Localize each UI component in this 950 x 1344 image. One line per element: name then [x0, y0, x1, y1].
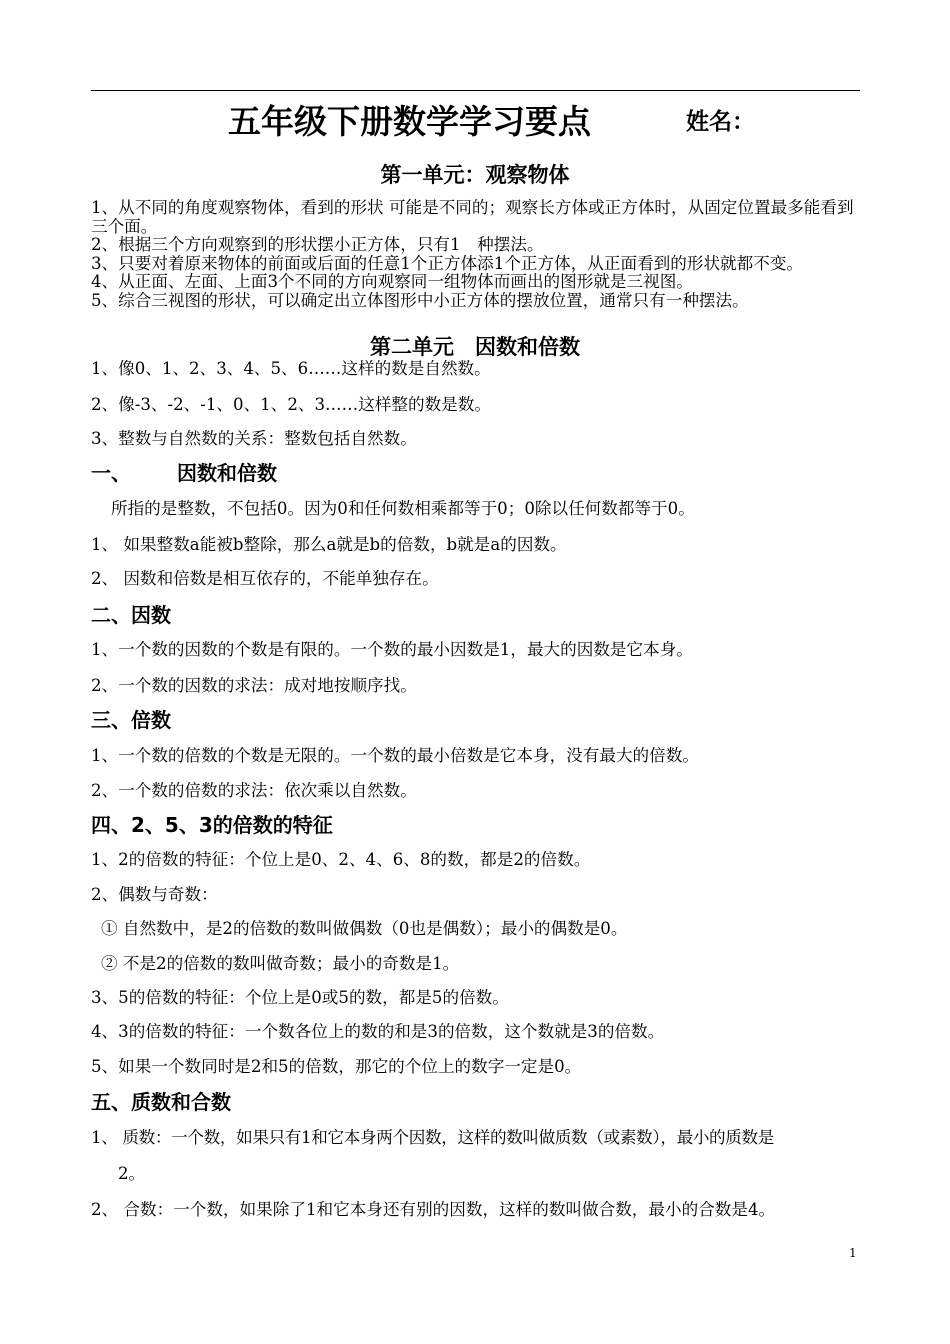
page-number: 1: [849, 1246, 857, 1260]
section2-line-2: 2、一个数的因数的求法：成对地按顺序找。: [91, 676, 417, 695]
title-main: 五年级下册数学学习要点: [228, 102, 591, 141]
section4-line-6: 4、3的倍数的特征：一个数各位上的数的和是3的倍数，这个数就是3的倍数。: [91, 1022, 665, 1041]
section2-line-1: 1、一个数的因数的个数是有限的。一个数的最小因数是1，最大的因数是它本身。: [91, 640, 693, 659]
section3-line-1: 1、一个数的倍数的个数是无限的。一个数的最小倍数是它本身，没有最大的倍数。: [91, 746, 699, 765]
section4-line-7: 5、如果一个数同时是2和5的倍数，那它的个位上的数字一定是0。: [91, 1057, 582, 1076]
section5-heading: 五、质数和合数: [91, 1090, 231, 1114]
section1-title: 因数和倍数: [177, 461, 277, 485]
section3-line-2: 2、一个数的倍数的求法：依次乘以自然数。: [91, 781, 417, 800]
unit2-heading: 第二单元 因数和倍数: [370, 335, 580, 359]
section4-line-2: 2、偶数与奇数：: [91, 885, 218, 904]
section4-heading: 四、2、5、3的倍数的特征: [91, 813, 333, 837]
name-label: 姓名：: [686, 109, 755, 135]
section1-line-3: 2、 因数和倍数是相互依存的，不能单独存在。: [91, 569, 439, 588]
unit1-content: [91, 199, 863, 311]
page-title: [0, 100, 950, 144]
unit1-item-5: 5、综合三视图的形状，可以确定出立体图形中小正方体的摆放位置，通常只有一种摆法。: [91, 290, 749, 310]
section4-line-4: ② 不是2的倍数的数叫做奇数；最小的奇数是1。: [101, 954, 460, 973]
section4-line-3: ① 自然数中，是2的倍数的数叫做偶数（0也是偶数）；最小的偶数是0。: [101, 919, 628, 938]
section5-line-2: 2、 合数：一个数，如果除了1和它本身还有别的因数，这样的数叫做合数，最小的合数是4。: [91, 1200, 776, 1219]
unit1-item-2: 2、根据三个方向观察到的形状摆小正方体，只有1 种摆法。: [91, 235, 544, 255]
section4-line-1: 1、2的倍数的特征：个位上是0、2、4、6、8的数，都是2的倍数。: [91, 850, 591, 869]
section1-heading: [91, 459, 277, 487]
section1-line-2: 1、 如果整数a能被b整除，那么a就是b的倍数，b就是a的因数。: [91, 535, 567, 554]
unit1-item-1: 1、从不同的角度观察物体，看到的形状 可能是不同的；观察长方体或正方体时，从固定位置最多能看到三个面。: [91, 198, 854, 236]
unit2-intro-1: 1、像0、1、2、3、4、5、6……这样的数是自然数。: [91, 359, 491, 378]
section1-number: 一、: [91, 461, 131, 485]
section5-line-1: 1、 质数：一个数，如果只有1和它本身两个因数，这样的数叫做质数（或素数），最小的质数是: [91, 1128, 775, 1147]
section5-line-1-cont: 2。: [118, 1164, 146, 1183]
section1-line-1: 所指的是整数，不包括0。因为0和任何数相乘都等于0；0除以任何数都等于0。: [111, 499, 695, 518]
header-rule: [91, 90, 860, 91]
unit1-item-4: 4、从正面、左面、上面3个不同的方向观察同一组物体而画出的图形就是三视图。: [91, 272, 693, 292]
unit1-heading: 第一单元：观察物体: [380, 163, 570, 187]
unit1-item-3: 3、只要对着原来物体的前面或后面的任意1个正方体添1个正方体，从正面看到的形状就都不变。: [91, 253, 804, 273]
section4-line-5: 3、5的倍数的特征：个位上是0或5的数，都是5的倍数。: [91, 988, 509, 1007]
unit2-intro-2: 2、像-3、-2、-1、0、1、2、3……这样整的数是数。: [91, 395, 491, 414]
unit2-intro-3: 3、整数与自然数的关系：整数包括自然数。: [91, 429, 417, 448]
section2-heading: 二、因数: [91, 603, 171, 627]
section3-heading: 三、倍数: [91, 708, 171, 732]
